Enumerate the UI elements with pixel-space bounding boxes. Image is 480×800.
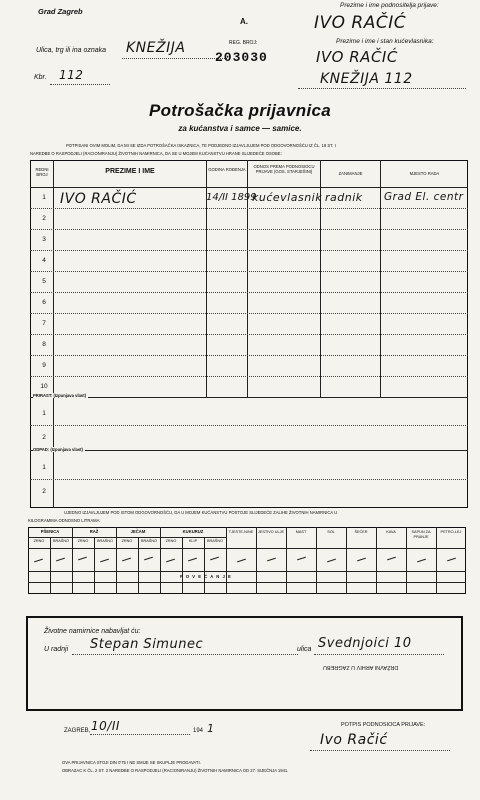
supplies-intro-1: UJEDNO IZJAVLJUJEM POD ISTOM ODGOVORNOŠĆU, DA U MOJEM KUĆANSTVU POSTOJE SLIJEDEĆE ZALIHE ŽIVOTNIH NAMIRNICA U [64,510,338,515]
place-label: ZAGREB, [64,728,91,734]
row-number: 8 [42,341,46,348]
shop-street-value: Svednjoici 10 [318,636,412,651]
row-number: 7 [42,320,46,327]
col-divider [160,537,161,594]
supply-single-header: KAVA [386,530,396,534]
supply-single-header: SOL [327,530,335,534]
row-divider [30,208,468,209]
supply-single-header: SAPUN ZA PRANJE [411,530,431,539]
odpad-label: ODPAD: (Izpunjava vlast) [33,447,83,452]
row-number: 5 [42,278,46,285]
house-number-label: Kbr. [34,74,47,81]
decree-note: OBRAZAC K ČL. 2 ST. 2 NAREDBE O RASPODJELI (RACIONIRANJU) ŽIVOTNIH NAMIRNICA OD 27. SIJEČNJA 1941. [62,768,289,773]
row-divider [28,537,226,538]
date-value: 10/II [91,719,120,733]
intro-line-2: NAREDBE O RASPODJELI (RACIONIRANJU) ŽIVOTNIH NAMIRNICA, DA SE U MOJEM KUĆANSTVU HRANE SLIJEDEĆE OSOBE: [30,151,282,156]
row-divider [30,355,468,356]
shop-value: Stepan Simunec [90,637,204,652]
archive-stamp: DRŽAVNI ARHIV U ZAGREBU [323,664,399,670]
row-divider [30,313,468,314]
row-divider [30,376,468,377]
member-relation: kućevlasnik [252,191,323,204]
col-divider [50,537,51,594]
prirast-label: PRIRAST: (Izpunjava vlast) [33,393,87,398]
row-number: 6 [42,299,46,306]
row-number: 9 [42,362,46,369]
supply-single-header: TJESTE-NINE [228,530,254,534]
row-number: 10 [40,383,48,390]
col-divider [182,537,183,594]
col-divider [376,527,377,594]
odpad-row-number: 2 [42,488,46,495]
year-label: 194 [193,728,204,734]
member-workplace: Grad El. centr [384,191,464,203]
increase-label: P O V E Ć A N J E [180,574,232,579]
supplies-intro-2: KILOGRAMIMA ODNOSNO LITRAMA: [28,518,101,523]
col-header-name: PREZIME I IME [105,168,155,175]
col-divider [226,527,227,594]
year-value: 1 [207,722,215,735]
supply-sub-header: KLIP [188,539,198,543]
row-divider [30,250,468,251]
member-birth: 14/II 1899 [206,192,257,203]
supply-group-header: JEČAM [130,529,146,534]
shop-label: U radnji [44,646,69,653]
supply-sub-header: ZRNO [121,539,133,543]
row-divider [30,292,468,293]
col-header-relation: ODNOS PREMA PODNOSIOCU PRIJAVE (GOS. STARJEŠINI) [253,164,315,174]
supply-sub-header: BRAŠNO [52,539,70,543]
applicant-label: Prezime i ime podnositelja prijave: [340,2,439,9]
supply-single-header: PETRO-LEJ [440,530,462,534]
supply-sub-header: BRAŠNO [96,539,114,543]
col-divider [204,537,205,594]
supply-sub-header: ZRNO [33,539,45,543]
row-divider [28,582,466,583]
row-divider [30,229,468,230]
form-letter: A. [240,17,248,26]
owner-name: IVO RAČIĆ [316,48,398,66]
col-divider [138,537,139,594]
owner-address: KNEŽIJA 112 [320,71,413,87]
reg-number-label: REG. BROJ: [229,40,258,46]
member-occupation: radnik [325,191,363,204]
supply-single-header: MAST [295,530,307,534]
row-divider [30,271,468,272]
signature-label: POTPIS PODNOSIOCA PRIJAVE: [341,722,426,728]
supply-single-header: JESTIVO ULJE [257,530,285,534]
row-divider [30,334,468,335]
col-header-no: REDNI BROJ [35,167,49,177]
supply-sub-header: BRAŠNO [206,539,224,543]
row-divider [30,479,468,480]
supply-group-header: KUKURUZ [182,529,204,534]
col-divider [316,527,317,594]
col-header-workplace: MJESTO RADA [409,171,440,176]
shop-street-label: ulica [297,646,312,653]
owner-label: Prezime i ime i stan kućevlasnika: [336,38,434,45]
applicant-value: IVO RAČIĆ [314,13,407,33]
form-title: Potrošačka prijavnica [148,101,332,120]
row-number: 4 [42,257,46,264]
col-divider [436,527,437,594]
prirast-row-number: 2 [42,434,46,441]
col-divider [72,537,73,594]
city-label: Grad Zagreb [38,7,83,16]
row-number: 2 [42,215,46,222]
prirast-row-number: 1 [42,410,46,417]
member-name: IVO RAČIĆ [60,191,137,207]
row-divider [28,571,466,572]
supply-group-header: PŠENICA [40,529,60,534]
street-label: Ulica, trg ili ina oznaka [36,47,107,54]
supply-single-header: ŠEĆER [354,530,368,534]
row-number: 1 [42,194,46,201]
col-divider [116,537,117,594]
intro-line-1: POTPISANI OVIM MOLIM, DA MI SE IZDA POTROŠAČKA ISKAZNICA, TE PODJEDNO IZJAVLJUJEM POD ODGOVORNOŠĆU IZ ČL. 18 ST. I [66,143,336,148]
odpad-row-number: 1 [42,464,46,471]
house-number-value: 112 [59,68,84,82]
supply-group-header: RAŽ [89,529,99,534]
street-value: KNEŽIJA [126,40,186,56]
col-header-birth: GODINA ROĐENJA [208,167,246,172]
price-note: OVA PRIJAVNICA STOJI DIN 0'75 I NE SMIJE SE SKUPLJE PRODAVATI. [62,760,201,765]
supply-sub-header: ZRNO [165,539,177,543]
reg-number: 203030 [215,50,268,65]
col-header-occupation: ZANIMANJE [338,171,363,176]
signature: Ivo Račić [320,732,388,748]
supply-sub-header: ZRNO [77,539,89,543]
col-divider [346,527,347,594]
col-divider [286,527,287,594]
row-number: 3 [42,236,46,243]
col-divider [256,527,257,594]
col-divider [94,537,95,594]
purchase-heading: Životne namirnice nabavljat ću: [44,628,141,635]
supply-sub-header: BRAŠNO [140,539,158,543]
row-divider [30,425,468,426]
form-subtitle: za kućanstva i samce — samice. [178,124,302,133]
row-divider [28,548,466,549]
